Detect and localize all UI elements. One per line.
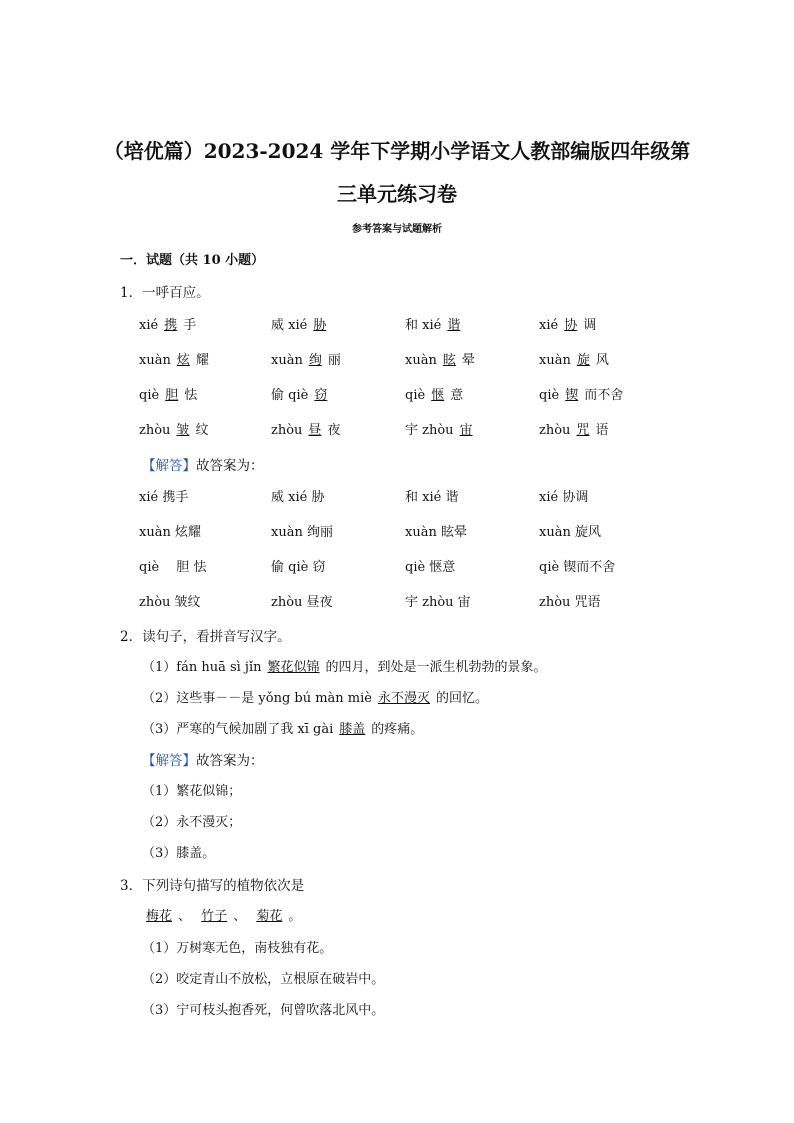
answer-blank: 眩 [442,353,456,368]
pinyin-prefix: qiè [539,388,560,403]
q2-item-suffix: 的四月，到处是一派生机勃勃的景象。 [325,660,547,675]
q3-blank-3: 菊花 [256,909,283,924]
q1-fill-item [405,419,479,438]
suffix-text: 风 [595,353,609,368]
pinyin-prefix: 宇 zhòu [405,423,454,438]
suffix-text: 耀 [195,353,209,368]
answer-blank: 繁花似锦 [267,660,320,675]
q1-fill-item [271,384,333,403]
answer-blank: 皱 [176,423,190,438]
q2-item [142,656,547,675]
pinyin-prefix: xuàn [405,353,437,368]
pinyin-prefix: xié [139,318,159,333]
answer-blank: 咒 [576,423,590,438]
q1-fill-item [405,384,463,403]
q3-blank-2: 竹子 [201,909,228,924]
answer-blank: 胆 [165,388,179,403]
answer-blank: 胁 [313,318,327,333]
pinyin-prefix: 和 xié [405,318,442,333]
q1-fill-item [271,349,341,368]
q1-answer-item: xuàn 绚丽 [271,525,333,540]
pinyin-prefix: zhòu [139,423,171,438]
q1-answer-item: qiè 锲而不舍 [539,560,616,575]
suffix-text: 丽 [327,353,341,368]
q3-item-2: （2）咬定青山不放松，立根原在破岩中。 [142,972,385,987]
q1-answer-item: 偷 qiè 窃 [271,560,326,575]
pinyin-prefix: qiè [405,388,426,403]
q1-answer-item: xuàn 眩晕 [405,525,467,540]
answer-blank: 携 [164,318,178,333]
q1-fill-item [139,384,197,403]
q1-fill-item [139,314,196,333]
suffix-text: 怯 [184,388,198,403]
q3-stem: 3．下列诗句描写的植物依次是 [120,878,305,894]
answer-blank: 谐 [447,318,461,333]
answer-label: 【解答】 [142,458,196,474]
suffix-text: 而不舍 [584,388,624,403]
answer-blank: 窃 [314,388,328,403]
q1-fill-item [139,349,209,368]
doc-title-line1: （培优篇）2023-2024 学年下学期小学语文人教部编版四年级第 [103,139,691,163]
q1-fill-item [405,314,466,333]
q3-blank-1: 梅花 [146,909,173,924]
answer-blank: 绚 [308,353,322,368]
answer-blank: 旋 [576,353,590,368]
q1-answer-item: 和 xié 谐 [405,490,459,505]
pinyin-prefix: 偷 qiè [271,388,309,403]
q1-fill-item [139,419,208,438]
q1-answer-item: zhòu 昼夜 [271,595,333,610]
q1-answer-item: zhòu 咒语 [539,595,601,610]
q2-item-prompt: （2）这些事－－是 yǒng bú màn miè [142,691,372,706]
q2-item [142,718,423,737]
q1-fill-item [539,419,608,438]
suffix-text: 调 [583,318,597,333]
pinyin-prefix: xuàn [539,353,571,368]
q1-fill-item [271,419,340,438]
separator: 、 [178,909,192,924]
q2-item-suffix: 的回忆。 [436,691,489,706]
q1-answer-item: qiè 惬意 [405,560,456,575]
q3-blanks-line [140,905,301,924]
suffix-text: 纹 [195,423,209,438]
pinyin-prefix: qiè [139,388,160,403]
suffix-text: 意 [450,388,464,403]
pinyin-prefix: zhòu [539,423,571,438]
q2-answer-item: （1）繁花似锦； [142,784,242,799]
q2-answer-header [142,749,264,769]
q1-answer-item: xuàn 炫耀 [139,525,201,540]
suffix-text: 手 [183,318,197,333]
q2-answer-item: （3）膝盖。 [142,846,216,861]
q1-stem: 1．一呼百应。 [120,285,210,301]
q1-answer-item: xuàn 旋风 [539,525,601,540]
answer-text: 故答案为： [196,753,264,769]
doc-title-line2: 三单元练习卷 [337,182,457,206]
q2-item [142,687,488,706]
pinyin-prefix: 威 xié [271,318,308,333]
q1-fill-item [539,314,596,333]
q1-fill-item [539,384,623,403]
q2-item-prompt: （1）fán huā sì jǐn [142,660,262,675]
answer-blank: 炫 [176,353,190,368]
suffix-text: 夜 [327,423,341,438]
suffix-text: 晕 [461,353,475,368]
q3-item-3: （3）宁可枝头抱香死，何曾吹落北风中。 [142,1003,385,1018]
section-heading: 一．试题（共 10 小题） [120,253,265,268]
answer-blank: 惬 [431,388,445,403]
answer-blank: 锲 [565,388,579,403]
q1-fill-item [405,349,475,368]
q1-answer-header [142,454,264,474]
answer-text: 故答案为： [196,458,264,474]
period: 。 [288,909,302,924]
q1-answer-item: zhòu 皱纹 [139,595,201,610]
separator: 、 [233,909,247,924]
answer-blank: 永不漫灭 [378,691,431,706]
q1-answer-item: 威 xié 胁 [271,490,325,505]
doc-subtitle: 参考答案与试题解析 [352,224,442,235]
answer-blank: 宙 [459,423,473,438]
answer-blank: 协 [564,318,578,333]
answer-label: 【解答】 [142,753,196,769]
q1-fill-item [271,314,332,333]
pinyin-prefix: xuàn [271,353,303,368]
pinyin-prefix: xuàn [139,353,171,368]
pinyin-prefix: zhòu [271,423,303,438]
q2-item-prompt: （3）严寒的气候加剧了我 xī gài [142,722,334,737]
pinyin-prefix: xié [539,318,559,333]
answer-blank: 膝盖 [339,722,366,737]
suffix-text: 语 [595,423,609,438]
q1-answer-item: xié 协调 [539,490,589,505]
q3-item-1: （1）万树寒无色，南枝独有花。 [142,941,333,956]
q2-item-suffix: 的疼痛。 [371,722,424,737]
q1-answer-item: 宇 zhòu 宙 [405,595,471,610]
q1-fill-item [539,349,609,368]
q2-answer-item: （2）永不漫灭； [142,815,242,830]
q2-stem: 2．读句子，看拼音写汉字。 [120,629,291,645]
q1-answer-item: xié 携手 [139,490,189,505]
q1-answer-item: qiè 胆 怯 [139,560,207,575]
answer-blank: 昼 [308,423,322,438]
